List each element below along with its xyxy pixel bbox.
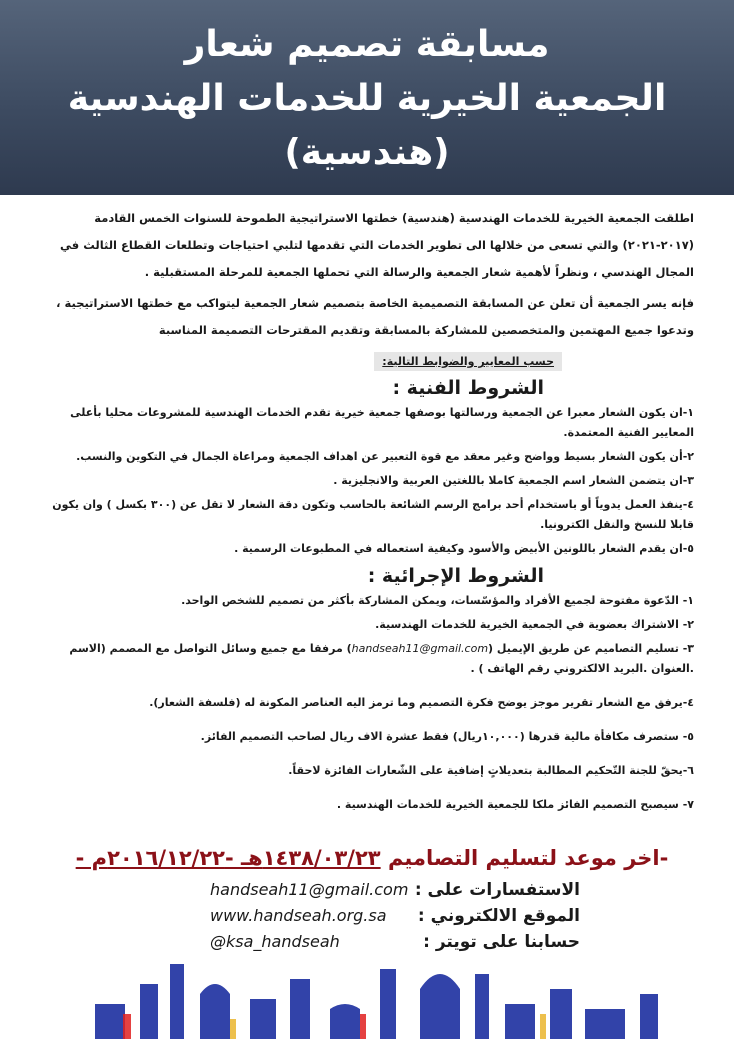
technical-item: ٣-ان يتضمن الشعار اسم الجمعية كاملا باللغتين العربية والانجليزية . <box>333 474 694 487</box>
title-banner <box>0 0 734 195</box>
contact-email-link[interactable]: handseah11@gmail.com <box>210 880 409 899</box>
procedural-item: ٣- تسليم التصاميم عن طريق الإيميل (handseah11@gmail.com) مرفقا مع جميع وسائل التواصل مع المصمم (الاسم .العنوان .البريد الالكتروني رقم الهاتف ) . <box>69 642 694 675</box>
announcement-body <box>40 205 694 829</box>
technical-conditions <box>40 377 694 559</box>
technical-item: ٥-ان يقدم الشعار باللونين الأبيض والأسود وكيفية استعماله في المطبوعات الرسمية . <box>234 542 694 555</box>
criteria-label: حسب المعايير والضوابط التالية: <box>374 352 562 371</box>
procedural-item: ٧- سيصبح التصميم الفائز ملكا للجمعية الخيرية للخدمات الهندسية . <box>336 798 694 811</box>
contact-label: حسابنا على تويتر : <box>423 932 580 952</box>
procedural-item: ٥- ستصرف مكافأة مالية قدرها (١٠,٠٠٠ريال) فقط عشرة الاف ريال لصاحب التصميم الفائز. <box>200 730 694 743</box>
contact-label: الاستفسارات على : <box>414 880 580 900</box>
procedural-item: ٢- الاشتراك بعضوية في الجمعية الخيرية للخدمات الهندسية. <box>375 618 694 631</box>
intro-paragraph <box>40 205 694 344</box>
intro-line: وتدعوا جميع المهتمين والمتخصصين للمشاركة بالمسابقة وتقديم المقترحات التصميمة المناسبة <box>158 323 694 337</box>
banner-title-line2: الجمعية الخيرية للخدمات الهندسية <box>67 78 667 119</box>
contact-info <box>210 880 580 958</box>
technical-item: ٤-ينفذ العمل يدوياً أو باستخدام أحد برامج الرسم الشائعة بالحاسب وتكون دقة الشعار لا تقل عن (٣٠٠ بكسل ) وان يكون قابلا للنسخ والنقل الكترونيا. <box>52 498 694 531</box>
procedural-item: ٤-يرفق مع الشعار تقرير موجز يوضح فكرة التصميم وما ترمز اليه العناصر المكونة له (فلسفة الشعار). <box>149 696 694 709</box>
procedural-item-text: مرفقا مع جميع وسائل التواصل مع المصمم (الاسم .العنوان .البريد الالكتروني رقم الهاتف ) . <box>69 642 694 675</box>
contact-row <box>210 906 580 932</box>
city-skyline-illustration <box>0 954 734 1039</box>
procedural-conditions <box>40 565 694 815</box>
technical-item: ١-ان يكون الشعار معبرا عن الجمعية ورسالتها بوصفها جمعية خيرية تقدم الخدمات الهندسية للمشروعات محليا بأعلى المعايير الفنية المعتمدة. <box>70 406 694 439</box>
deadline-date: ١٤٣٨/٠٣/٢٣هـ -٢٠١٦/١٢/٢٢م - <box>75 846 381 870</box>
intro-line: فإنه يسر الجمعية أن تعلن عن المسابقة التصميمية الخاصة بتصميم شعار الجمعية ليتواكب مع خطتها الاستراتيجية ، <box>56 296 694 310</box>
intro-line: المجال الهندسي ، ونظراً لأهمية شعار الجمعية والرسالة التي تحملها الجمعية للمرحلة المستقبلية . <box>144 265 694 279</box>
deadline-label: -اخر موعد لتسليم التصاميم <box>387 846 669 870</box>
intro-line: اطلقت الجمعية الخيرية للخدمات الهندسية (هندسية) خطتها الاستراتيجية الطموحة للسنوات الخمس القادمة <box>94 211 694 225</box>
website-link[interactable]: www.handseah.org.sa <box>210 906 387 925</box>
contact-row <box>210 880 580 906</box>
procedural-item: ٦-يحقّ للجنة التّحكيم المطالبة بتعديلاتٍ إضافية على الشّعارات الفائزة لاحقاً. <box>288 764 694 777</box>
intro-line: (٢٠١٧-٢٠٢١) والتي تسعى من خلالها الى تطوير الخدمات التي تقدمها لتلبي احتياجات وتطلعات القطاع الثالث في <box>60 238 694 252</box>
deadline-banner <box>60 846 684 870</box>
procedural-item: ١- الدّعوة مفتوحة لجميع الأفراد والمؤسّسات، ويمكن المشاركة بأكثر من تصميم للشخص الواحد. <box>181 594 694 607</box>
procedural-item-text: ٣- تسليم التصاميم عن طريق الإيميل <box>496 642 694 655</box>
technical-title: الشروط الفنية : <box>392 377 544 399</box>
submission-email-link[interactable]: handseah11@gmail.com <box>351 642 489 655</box>
twitter-link[interactable]: @ksa_handseah <box>210 932 340 951</box>
technical-item: ٢-أن يكون الشعار بسيط وواضح وغير معقد مع قوة التعبير عن اهداف الجمعية ومراعاة الجمال في التكوين والنسب. <box>76 450 694 463</box>
contact-label: الموقع الالكتروني : <box>417 906 580 926</box>
procedural-title: الشروط الإجرائية : <box>367 565 544 587</box>
banner-title-line3: (هندسية) <box>284 132 450 173</box>
banner-title-line1: مسابقة تصميم شعار <box>184 24 550 65</box>
